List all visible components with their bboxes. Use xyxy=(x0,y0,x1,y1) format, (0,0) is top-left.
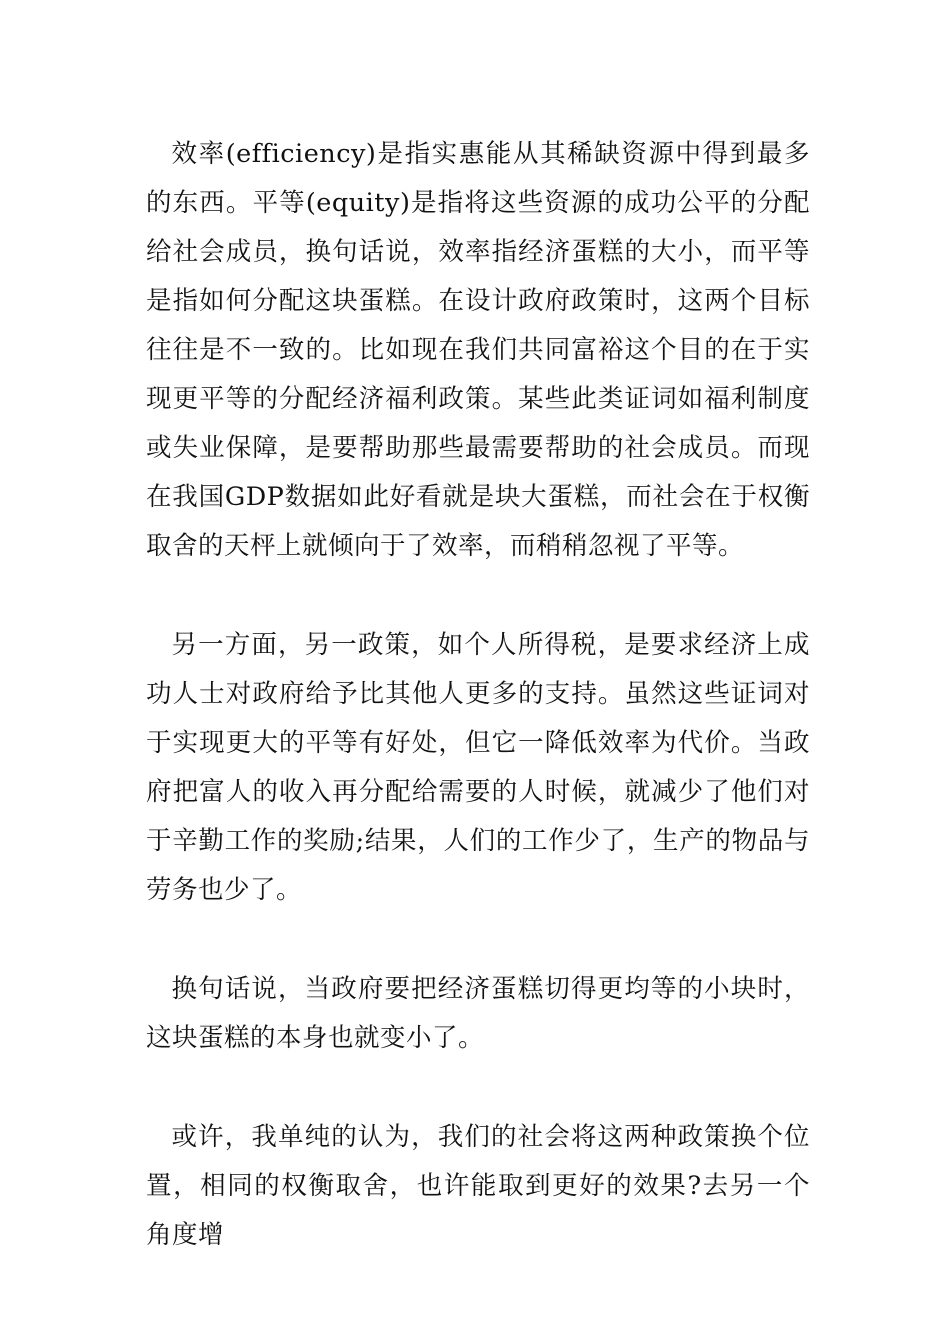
document-page xyxy=(146,130,810,1260)
paragraph-efficiency-equity: 效率(efficiency)是指实惠能从其稀缺资源中得到最多的东西。平等(equity)是指将这些资源的成功公平的分配给社会成员，换句话说，效率指经济蛋糕的大小，而平等是指如何分配这块蛋糕。在设计政府政策时，这两个目标往往是不一致的。比如现在我们共同富裕这个目的在于实现更平等的分配经济福利政策。某些此类证词如福利制度或失业保障，是要帮助那些最需要帮助的社会成员。而现在我国GDP数据如此好看就是块大蛋糕，而社会在于权衡取舍的天枰上就倾向于了效率，而稍稍忽视了平等。 xyxy=(146,139,810,561)
paragraph-income-tax: 另一方面，另一政策，如个人所得税，是要求经济上成功人士对政府给予比其他人更多的支持。虽然这些证词对于实现更大的平等有好处，但它一降低效率为代价。当政府把富人的收入再分配给需要的人时候，就减少了他们对于辛勤工作的奖励;结果，人们的工作少了，生产的物品与劳务也少了。 xyxy=(146,630,810,905)
paragraph-swap-policies: 或许，我单纯的认为，我们的社会将这两种政策换个位置，相同的权衡取舍，也许能取到更好的效果?去另一个角度增 xyxy=(146,1122,810,1250)
paragraph-smaller-cake: 换句话说，当政府要把经济蛋糕切得更均等的小块时，这块蛋糕的本身也就变小了。 xyxy=(146,974,810,1053)
